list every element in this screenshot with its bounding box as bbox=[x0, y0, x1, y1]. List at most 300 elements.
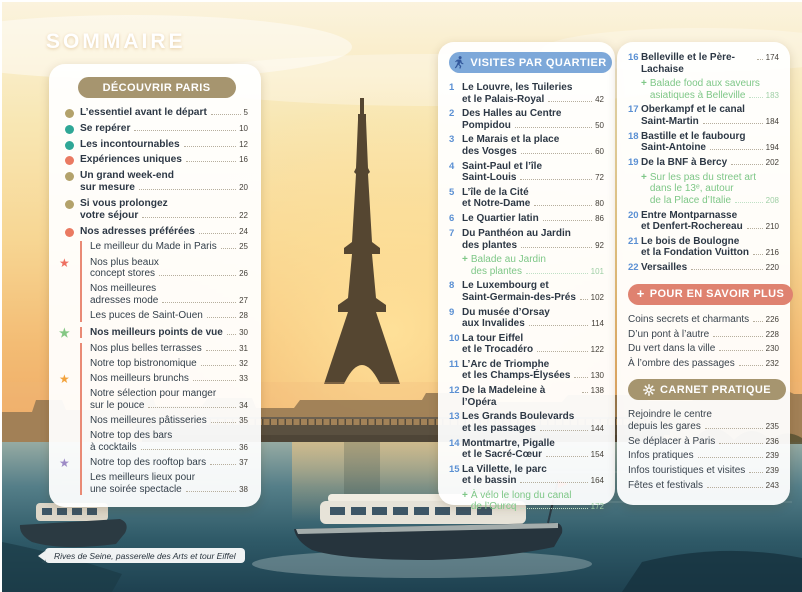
entry-text bbox=[641, 236, 779, 259]
page-number: 164 bbox=[590, 476, 604, 486]
entry-label: Les puces de Saint-Ouen bbox=[90, 309, 203, 321]
chapter-number: 22 bbox=[628, 261, 639, 273]
section-header-label: CARNET PRATIQUE bbox=[660, 383, 771, 396]
page-number: 226 bbox=[765, 314, 779, 324]
page-number: 36 bbox=[239, 442, 248, 452]
chapter-number: 17 bbox=[628, 104, 639, 116]
dotted-leader bbox=[201, 365, 236, 366]
dotted-leader bbox=[753, 254, 763, 255]
page-number: 31 bbox=[239, 344, 248, 354]
entry-label: Le Marais et la place bbox=[462, 134, 560, 146]
dotted-leader bbox=[184, 146, 236, 147]
entry-label: et Notre-Dame bbox=[462, 198, 531, 210]
dotted-leader bbox=[193, 380, 236, 381]
entry-lastline bbox=[80, 107, 248, 119]
entry-text bbox=[90, 327, 248, 339]
entry-text bbox=[80, 198, 248, 222]
page-number: 230 bbox=[765, 344, 779, 354]
entry-text bbox=[471, 490, 604, 513]
entry-label: Bastille et le faubourg bbox=[641, 130, 746, 142]
dotted-leader bbox=[747, 228, 763, 229]
entry-label: et le Trocadéro bbox=[462, 344, 534, 356]
entry-text bbox=[462, 82, 604, 105]
entry-label: et les Champs-Élysées bbox=[462, 370, 571, 382]
section-header-decouvrir-paris bbox=[78, 77, 236, 98]
entry-label: Expériences uniques bbox=[80, 154, 182, 166]
dotted-leader bbox=[703, 123, 763, 124]
entry-text bbox=[650, 172, 779, 207]
toc-entry bbox=[449, 82, 604, 105]
entry-label: de la Place d’Italie bbox=[649, 194, 732, 206]
entry-label: Du musée d’Orsay bbox=[462, 306, 550, 318]
entry-label: Infos pratiques bbox=[628, 450, 694, 462]
toc-subgroup bbox=[59, 325, 248, 340]
dotted-leader bbox=[211, 422, 236, 423]
toc-entry bbox=[449, 359, 604, 382]
dotted-leader bbox=[148, 407, 236, 408]
entry-text bbox=[628, 409, 779, 432]
page-title: SOMMAIRE bbox=[46, 30, 186, 53]
page-number: 34 bbox=[239, 400, 248, 410]
entry-lastline bbox=[90, 442, 248, 454]
bullet-dot bbox=[65, 172, 74, 181]
toc-entry bbox=[65, 226, 248, 238]
section-header-label: DÉCOUVRIR PARIS bbox=[102, 81, 211, 94]
dotted-leader bbox=[537, 351, 588, 352]
toc-entry bbox=[449, 228, 604, 251]
entry-lastline bbox=[628, 343, 779, 355]
entry-text bbox=[462, 280, 604, 303]
entry-text bbox=[90, 472, 248, 495]
chapter-number: 21 bbox=[628, 235, 639, 247]
toc-entry bbox=[449, 333, 604, 356]
entry-label: concept stores bbox=[90, 268, 156, 280]
entry-label: de l’Ourcq bbox=[470, 501, 517, 513]
entry-lastline bbox=[80, 226, 248, 238]
entry-label: Sur les pas du street art bbox=[649, 171, 757, 183]
dotted-leader bbox=[731, 164, 762, 165]
entry-label: et le Sacré-Cœur bbox=[462, 449, 543, 461]
entry-label: et Denfert-Rochereau bbox=[641, 221, 743, 233]
entry-text bbox=[80, 123, 248, 135]
entry-label: Nos plus belles terrasses bbox=[90, 343, 202, 355]
toc-entry bbox=[449, 187, 604, 210]
caption-arrow-icon bbox=[38, 551, 45, 561]
chapter-number: 8 bbox=[449, 280, 455, 292]
toc-subentry bbox=[449, 254, 604, 277]
entry-label: Pompidou bbox=[462, 119, 511, 131]
dotted-leader bbox=[210, 464, 236, 465]
entry-label: Un grand week-end bbox=[80, 170, 174, 182]
dotted-leader bbox=[529, 325, 588, 326]
toc-list-savoir bbox=[628, 314, 779, 370]
entry-label: Les meilleurs lieux pour bbox=[90, 471, 196, 483]
chapter-number: 20 bbox=[628, 209, 639, 221]
entry-lastline bbox=[641, 262, 779, 274]
entry-label: Du vert dans la ville bbox=[628, 343, 716, 355]
toc-entry bbox=[628, 480, 779, 492]
dotted-leader bbox=[574, 377, 587, 378]
toc-list-visites-col1 bbox=[449, 82, 604, 513]
page-number: 239 bbox=[765, 465, 779, 475]
entry-label: Notre sélection pour manger bbox=[90, 388, 217, 400]
entry-text bbox=[462, 307, 604, 330]
entry-text bbox=[628, 358, 779, 370]
toc-entry bbox=[628, 329, 779, 341]
page-number: 184 bbox=[765, 116, 779, 126]
toc-entry bbox=[90, 415, 248, 427]
entry-lastline bbox=[90, 343, 248, 355]
chapter-number: 6 bbox=[449, 212, 455, 224]
toc-entry bbox=[628, 52, 779, 75]
dotted-leader bbox=[186, 161, 236, 162]
bullet-dot bbox=[65, 156, 74, 165]
page-number: 144 bbox=[590, 423, 604, 433]
toc-entry bbox=[65, 123, 248, 135]
dotted-leader bbox=[199, 233, 236, 234]
entry-label: La Villette, le parc bbox=[462, 463, 547, 475]
dotted-leader bbox=[705, 428, 763, 429]
dotted-leader bbox=[707, 487, 763, 488]
entry-label: Le meilleur du Made in Paris bbox=[90, 241, 217, 253]
entry-text bbox=[80, 107, 248, 119]
entry-label: L’essentiel avant le départ bbox=[80, 107, 207, 118]
entry-lastline bbox=[462, 475, 604, 487]
page-number: 12 bbox=[239, 139, 248, 149]
entry-label: L’Arc de Triomphe bbox=[462, 358, 550, 370]
toc-entry bbox=[628, 131, 779, 154]
entry-label: Notre top des rooftop bars bbox=[90, 456, 207, 468]
entry-lastline bbox=[90, 400, 248, 412]
page-number: 24 bbox=[239, 226, 248, 236]
entry-lastline bbox=[90, 310, 248, 322]
entry-text bbox=[462, 161, 604, 184]
page-number: 33 bbox=[239, 374, 248, 384]
entry-lastline bbox=[90, 373, 248, 385]
page-number: 80 bbox=[595, 199, 604, 209]
page-number: 174 bbox=[765, 53, 779, 62]
toc-subentry bbox=[628, 172, 779, 207]
dotted-leader bbox=[139, 189, 236, 190]
toc-entry bbox=[65, 198, 248, 222]
entry-label: Saint-Martin bbox=[641, 115, 699, 127]
dotted-leader bbox=[520, 482, 587, 483]
dotted-leader bbox=[159, 275, 236, 276]
entry-label: aux Invalides bbox=[462, 318, 525, 330]
page-number: 26 bbox=[239, 269, 248, 279]
toc-subgroup bbox=[59, 343, 248, 495]
entry-label: Nos meilleurs points de vue bbox=[90, 326, 223, 338]
entry-lastline bbox=[628, 329, 779, 341]
entry-text bbox=[80, 170, 248, 194]
toc-entry bbox=[449, 464, 604, 487]
entry-lastline bbox=[462, 213, 604, 225]
entry-label: des Vosges bbox=[462, 145, 517, 157]
entry-text bbox=[641, 131, 779, 154]
bullet-dot bbox=[65, 200, 74, 209]
toc-list-visites-col2 bbox=[628, 52, 779, 274]
entry-lastline bbox=[90, 241, 248, 253]
section-header-label: POUR EN SAVOIR PLUS bbox=[649, 288, 785, 301]
entry-label: Oberkampf et le canal bbox=[641, 104, 745, 116]
entry-lastline bbox=[462, 198, 604, 210]
page-number: 27 bbox=[239, 295, 248, 305]
entry-text bbox=[90, 430, 248, 453]
toc-entry bbox=[628, 343, 779, 355]
entry-text bbox=[462, 385, 604, 408]
entry-text bbox=[462, 464, 604, 487]
chapter-number: 9 bbox=[449, 306, 455, 318]
page-number: 42 bbox=[595, 94, 604, 104]
entry-label: Des Halles au Centre bbox=[462, 108, 562, 120]
dotted-leader bbox=[521, 247, 592, 248]
toc-entry bbox=[59, 455, 248, 470]
page-number: 228 bbox=[765, 329, 779, 339]
entry-label: et le bassin bbox=[462, 475, 517, 487]
entry-label: Versailles bbox=[641, 261, 688, 273]
entry-lastline bbox=[641, 142, 779, 154]
entry-lastline bbox=[471, 501, 604, 513]
page-number: 38 bbox=[239, 484, 248, 494]
page-number: 86 bbox=[595, 213, 604, 223]
entry-lastline bbox=[90, 268, 248, 280]
page-number: 28 bbox=[239, 310, 248, 320]
page-number: 22 bbox=[239, 210, 248, 220]
toc-entry bbox=[449, 280, 604, 303]
page-number: 50 bbox=[595, 120, 604, 130]
entry-lastline bbox=[462, 240, 604, 252]
chapter-number: 15 bbox=[449, 463, 460, 475]
star-icon: ★ bbox=[59, 255, 70, 270]
entry-label: Entre Montparnasse bbox=[641, 209, 738, 221]
page-number: 172 bbox=[590, 502, 604, 512]
entry-lastline bbox=[462, 146, 604, 158]
dotted-leader bbox=[719, 350, 762, 351]
chapter-number: 11 bbox=[449, 358, 460, 370]
page-number: 114 bbox=[591, 319, 604, 329]
entry-label: Belleville et le Père-Lachaise bbox=[641, 52, 735, 75]
caption-text: Rives de Seine, passerelle des Arts et tour Eiffel bbox=[45, 548, 245, 563]
walking-person-icon bbox=[454, 56, 465, 69]
entry-label: Saint-Antoine bbox=[641, 142, 706, 154]
entry-lastline bbox=[650, 195, 779, 207]
chapter-number: 7 bbox=[449, 228, 455, 240]
entry-lastline bbox=[80, 182, 248, 194]
page-number: 92 bbox=[595, 240, 604, 250]
entry-label: Saint-Paul et l’île bbox=[462, 160, 543, 172]
toc-entry bbox=[628, 157, 779, 169]
entry-label: De la Madeleine à l’Opéra bbox=[462, 385, 546, 408]
entry-text bbox=[641, 157, 779, 169]
entry-text bbox=[462, 228, 604, 251]
page-number: 60 bbox=[595, 146, 604, 156]
toc-entry bbox=[65, 154, 248, 166]
entry-text bbox=[462, 134, 604, 157]
toc-entry bbox=[449, 411, 604, 434]
page-number: 232 bbox=[765, 358, 779, 368]
plus-icon: + bbox=[636, 286, 645, 302]
entry-text bbox=[462, 333, 604, 356]
toc-entry bbox=[628, 409, 779, 432]
page-number: 208 bbox=[765, 195, 779, 205]
entry-label: Balade food aux saveurs bbox=[649, 78, 760, 90]
entry-label: Si vous prolongez bbox=[80, 197, 168, 209]
entry-label: Le Quartier latin bbox=[462, 212, 539, 224]
entry-text bbox=[90, 457, 248, 469]
entry-text bbox=[80, 139, 248, 151]
entry-text bbox=[462, 187, 604, 210]
toc-entry bbox=[449, 134, 604, 157]
entry-text bbox=[462, 411, 604, 434]
entry-label: Notre top bistronomique bbox=[90, 358, 197, 370]
entry-label: Nos plus beaux bbox=[90, 256, 159, 268]
dotted-leader bbox=[546, 456, 588, 457]
bullet-dot bbox=[65, 228, 74, 237]
chapter-number: 3 bbox=[449, 134, 455, 146]
toc-entry bbox=[449, 307, 604, 330]
entry-label: Saint-Germain-des-Prés bbox=[462, 291, 576, 303]
entry-label: Le Louvre, les Tuileries bbox=[462, 82, 573, 93]
toc-entry bbox=[90, 310, 248, 322]
dotted-leader bbox=[526, 273, 588, 274]
entry-label: À l’ombre des passages bbox=[628, 357, 735, 369]
toc-entry bbox=[449, 438, 604, 461]
dotted-leader bbox=[691, 269, 762, 270]
toc-entry bbox=[65, 139, 248, 151]
entry-lastline bbox=[462, 344, 604, 356]
dotted-leader bbox=[141, 449, 236, 450]
dotted-leader bbox=[582, 392, 588, 393]
entry-text bbox=[628, 343, 779, 355]
page-number: 122 bbox=[590, 345, 604, 355]
dotted-leader bbox=[211, 114, 241, 115]
toc-entry bbox=[628, 450, 779, 462]
entry-lastline bbox=[90, 484, 248, 496]
entry-text bbox=[641, 52, 779, 75]
entry-lastline bbox=[80, 123, 248, 135]
dotted-leader bbox=[753, 321, 762, 322]
page-number: 35 bbox=[239, 416, 248, 426]
entry-text bbox=[641, 210, 779, 233]
entry-label: Balade au Jardin bbox=[470, 254, 546, 266]
entry-label: Saint-Louis bbox=[462, 172, 517, 184]
dotted-leader bbox=[206, 350, 236, 351]
entry-label: À vélo le long du canal bbox=[470, 489, 572, 501]
toc-entry bbox=[59, 255, 248, 280]
page-number: 235 bbox=[765, 421, 779, 431]
star-icon: ★ bbox=[59, 325, 70, 340]
entry-text bbox=[80, 226, 248, 238]
section-header-pour-en-savoir-plus bbox=[628, 284, 793, 305]
entry-text bbox=[90, 415, 248, 427]
toc-entry bbox=[59, 325, 248, 340]
entry-text bbox=[90, 310, 248, 322]
section-header-label: VISITES PAR QUARTIER bbox=[470, 56, 607, 69]
entry-label: des plantes bbox=[462, 239, 518, 251]
entry-lastline bbox=[90, 358, 248, 370]
entry-label: Rejoindre le centre bbox=[628, 409, 712, 421]
entry-text bbox=[90, 343, 248, 355]
dotted-leader bbox=[757, 59, 763, 60]
entry-text bbox=[90, 257, 248, 280]
bullet-dot bbox=[65, 141, 74, 150]
toc-entry bbox=[65, 170, 248, 194]
entry-label: Nos adresses préférées bbox=[80, 225, 195, 237]
page-number: 236 bbox=[765, 436, 779, 446]
entry-text bbox=[628, 450, 779, 462]
dotted-leader bbox=[221, 248, 236, 249]
entry-label: et le Palais-Royal bbox=[462, 93, 545, 105]
entry-lastline bbox=[628, 358, 779, 370]
entry-lastline bbox=[462, 449, 604, 461]
panel-visites-col2 bbox=[617, 42, 790, 505]
page-number: 5 bbox=[243, 108, 248, 117]
toc-entry bbox=[628, 236, 779, 259]
toc-entry bbox=[628, 358, 779, 370]
entry-text bbox=[462, 359, 604, 382]
chapter-number: 18 bbox=[628, 130, 639, 142]
page-number: 138 bbox=[590, 386, 604, 396]
page-number: 216 bbox=[765, 248, 779, 258]
entry-text bbox=[628, 314, 779, 326]
entry-text bbox=[90, 241, 248, 253]
chapter-number: 14 bbox=[449, 437, 460, 449]
dotted-leader bbox=[521, 153, 592, 154]
dotted-leader bbox=[186, 491, 236, 492]
dotted-leader bbox=[142, 217, 236, 218]
entry-lastline bbox=[90, 327, 248, 339]
entry-label: Le Luxembourg et bbox=[462, 280, 549, 292]
page-number: 25 bbox=[239, 242, 248, 252]
chapter-number: 13 bbox=[449, 411, 460, 423]
panel-decouvrir-paris bbox=[49, 64, 261, 507]
chapter-number: 4 bbox=[449, 160, 455, 172]
toc-entry bbox=[449, 108, 604, 131]
entry-label: L’île de la Cité bbox=[462, 186, 529, 198]
dotted-leader bbox=[540, 430, 588, 431]
entry-label: votre séjour bbox=[80, 209, 139, 221]
entry-text bbox=[80, 154, 248, 166]
entry-lastline bbox=[462, 292, 604, 304]
page-number: 30 bbox=[239, 327, 248, 337]
entry-lastline bbox=[628, 465, 779, 477]
entry-label: et la Fondation Vuitton bbox=[641, 247, 749, 259]
page-number: 20 bbox=[239, 183, 248, 193]
dotted-leader bbox=[713, 336, 762, 337]
page-number: 202 bbox=[765, 157, 779, 167]
toc-entry bbox=[90, 283, 248, 306]
entry-lastline bbox=[641, 116, 779, 128]
page-number: 102 bbox=[590, 292, 604, 302]
entry-lastline bbox=[462, 318, 604, 330]
page-number: 32 bbox=[239, 359, 248, 369]
entry-text bbox=[90, 283, 248, 306]
entry-label: dans le 13ᵉ, autour bbox=[649, 183, 734, 195]
entry-label: Infos touristiques et visites bbox=[628, 464, 746, 476]
toc-entry bbox=[628, 104, 779, 127]
plus-icon: + bbox=[641, 78, 647, 90]
toc-list-carnet bbox=[628, 409, 779, 491]
section-header-visites-par-quartier bbox=[449, 52, 612, 73]
entry-label: Montmartre, Pigalle bbox=[462, 437, 555, 449]
dotted-leader bbox=[698, 457, 763, 458]
entry-label: Nos meilleures pâtisseries bbox=[90, 415, 207, 427]
entry-text bbox=[90, 373, 248, 385]
page-number: 239 bbox=[765, 451, 779, 461]
entry-label: La tour Eiffel bbox=[462, 332, 524, 344]
page-number: 220 bbox=[765, 262, 779, 272]
entry-lastline bbox=[650, 90, 779, 102]
